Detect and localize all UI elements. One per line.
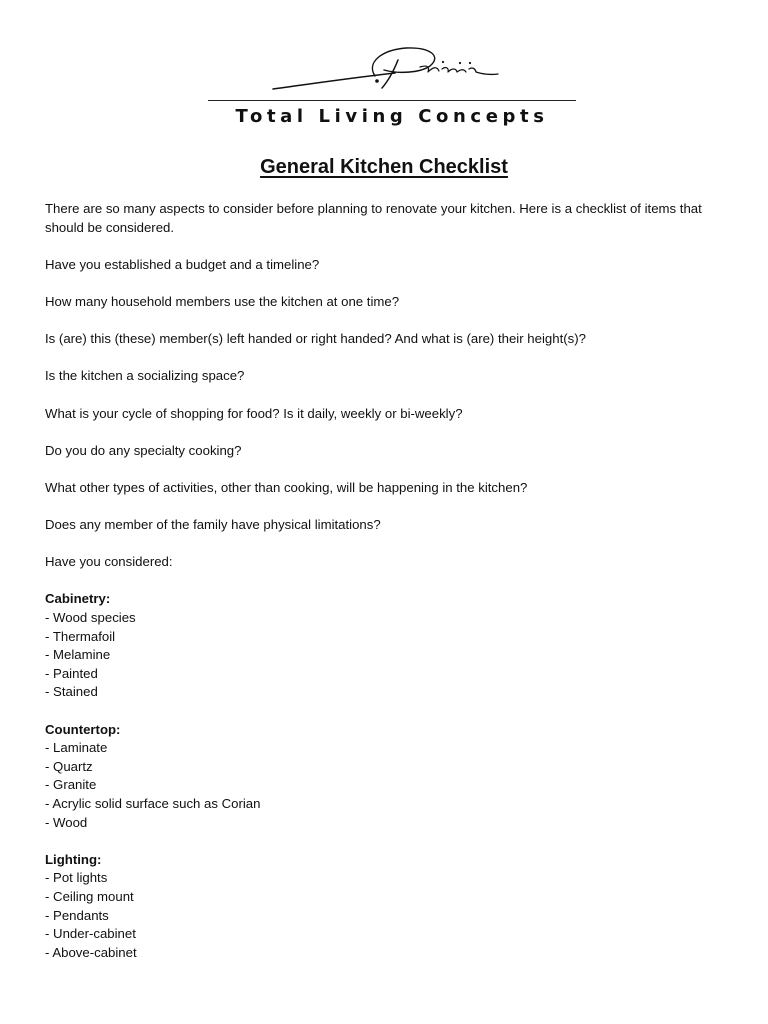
list-item: - Thermafoil — [45, 628, 116, 644]
list-item: - Melamine — [45, 647, 111, 663]
list-item: - Pendants — [45, 907, 109, 923]
question: What other types of activities, other than cooking, will be happening in the kitchen? — [45, 479, 528, 495]
question: Do you do any specialty cooking? — [45, 442, 242, 458]
brand-name: Total Living Concepts — [235, 106, 549, 127]
header-divider — [208, 100, 576, 101]
question: Is the kitchen a socializing space? — [45, 368, 245, 384]
signature-logo-icon — [270, 40, 505, 96]
list-item: - Acrylic solid surface such as Corian — [45, 796, 261, 811]
section-heading: Lighting: — [45, 851, 102, 867]
list-item: - Laminate — [45, 740, 108, 756]
section-heading: Cabinetry: — [45, 591, 111, 607]
list-item: - Ceiling mount — [45, 888, 134, 904]
list-item: - Quartz — [45, 758, 93, 774]
checklist — [45, 739, 725, 832]
list-item: - Granite — [45, 777, 97, 793]
list-item: - Pot lights — [45, 870, 108, 886]
list-item: - Wood — [45, 814, 88, 830]
question: Have you established a budget and a timeline? — [45, 256, 320, 272]
section-lighting — [45, 851, 725, 963]
list-item: - Painted — [45, 665, 98, 681]
list-item: - Wood species — [45, 610, 136, 626]
checklist — [45, 869, 725, 962]
page-title: General Kitchen Checklist — [260, 156, 508, 178]
question: Is (are) this (these) member(s) left handed or right handed? And what is (are) their height(s)? — [45, 331, 586, 347]
section-heading: Countertop: — [45, 721, 121, 737]
document-header — [0, 0, 768, 140]
question: How many household members use the kitchen at one time? — [45, 293, 400, 309]
list-item: - Above-cabinet — [45, 944, 137, 960]
section-cabinetry — [45, 590, 725, 702]
question: What is your cycle of shopping for food? Is it daily, weekly or bi-weekly? — [45, 405, 463, 421]
checklist — [45, 609, 725, 702]
list-item: - Stained — [45, 684, 98, 700]
question: Have you considered: — [45, 554, 173, 570]
document-body — [45, 200, 725, 981]
question: Does any member of the family have physical limitations? — [45, 517, 381, 533]
intro-paragraph: There are so many aspects to consider before planning to renovate your kitchen. Here is a checklist of items that should be considered. — [45, 201, 702, 235]
section-countertop — [45, 721, 725, 833]
list-item: - Under-cabinet — [45, 926, 136, 942]
